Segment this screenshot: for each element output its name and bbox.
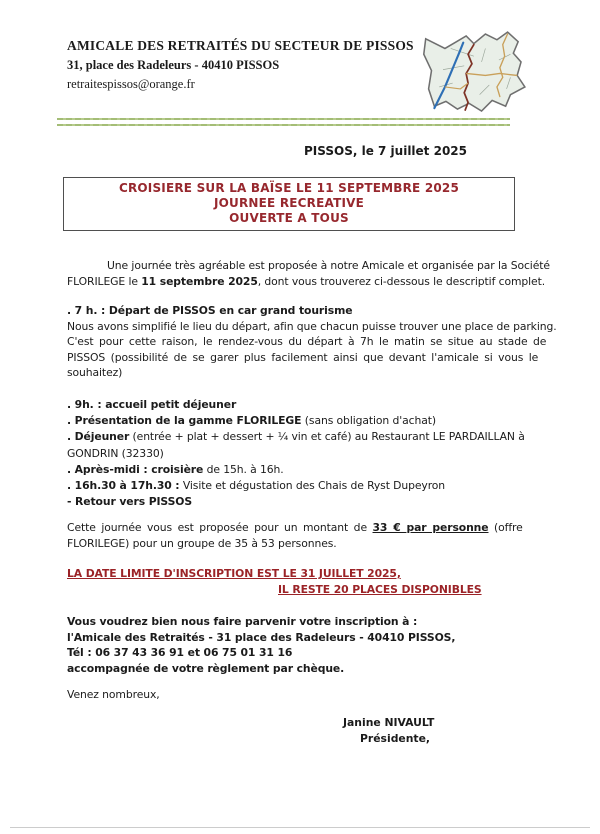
place-and-date: PISSOS, le 7 juillet 2025 bbox=[304, 144, 467, 158]
separator-line-bottom bbox=[57, 124, 510, 126]
schedule-item: . Après-midi : croisière de 15h. à 16h. bbox=[67, 462, 284, 476]
scan-artifact-line bbox=[10, 827, 590, 828]
intro-line1: Une journée très agréable est proposée à notre Amicale et organisée par la Société bbox=[107, 259, 550, 272]
inscription-instructions bbox=[67, 614, 543, 676]
price-paragraph bbox=[67, 520, 543, 551]
deadline-line2: IL RESTE 20 PLACES DISPONIBLES bbox=[278, 582, 482, 596]
separator-line-top bbox=[57, 118, 510, 120]
schedule-item: . Déjeuner (entrée + plat + dessert + ¼ vin et café) au Restaurant LE PARDAILLAN à bbox=[67, 430, 525, 444]
inscription-payment: accompagnée de votre règlement par chèque. bbox=[67, 661, 345, 675]
price-line2: FLORILEGE) pour un groupe de 35 à 53 personnes. bbox=[67, 536, 337, 550]
departure-heading: . 7 h. : Départ de PISSOS en car grand tourisme bbox=[67, 304, 353, 317]
day-schedule bbox=[67, 397, 543, 510]
schedule-item: . 16h.30 à 17h.30 : Visite et dégustation des Chais de Ryst Dupeyron bbox=[67, 479, 446, 493]
schedule-item: . 9h. : accueil petit déjeuner bbox=[67, 398, 237, 411]
signature-title: Présidente, bbox=[360, 732, 431, 745]
schedule-item: GONDRIN (32330) bbox=[67, 446, 164, 460]
schedule-item: - Retour vers PISSOS bbox=[67, 495, 193, 509]
signature-block bbox=[343, 715, 434, 747]
intro-paragraph bbox=[67, 258, 550, 289]
inscription-phones: Tél : 06 37 43 36 91 et 06 75 01 31 16 bbox=[67, 646, 293, 659]
closing-line: Venez nombreux, bbox=[67, 688, 160, 701]
organization-address: 31, place des Radeleurs - 40410 PISSOS bbox=[67, 58, 280, 72]
inscription-intro: Vous voudrez bien nous faire parvenir votre inscription à : bbox=[67, 615, 418, 628]
intro-line2: FLORILEGE le 11 septembre 2025, dont vous trouverez ci-dessous le descriptif complet. bbox=[67, 274, 546, 288]
inscription-address: l'Amicale des Retraités - 31 place des Radeleurs - 40410 PISSOS, bbox=[67, 630, 456, 644]
deadline-line1: LA DATE LIMITE D'INSCRIPTION EST LE 31 JUILLET 2025, bbox=[67, 567, 401, 580]
price-amount: 33 € par personne bbox=[372, 521, 489, 534]
departure-section bbox=[67, 303, 557, 381]
organization-email: retraitespissos@orange.fr bbox=[67, 77, 195, 91]
map-illustration bbox=[418, 27, 548, 119]
signature-name: Janine NIVAULT bbox=[343, 716, 435, 729]
organization-name: AMICALE DES RETRAITÉS DU SECTEUR DE PISSOS bbox=[67, 38, 414, 53]
departure-line3: PISSOS (possibilité de se garer plus facilement ainsi que devant l'amicale si vous le bbox=[67, 350, 539, 364]
deadline-notice bbox=[67, 566, 543, 597]
event-title-line3: OUVERTE A TOUS bbox=[229, 211, 349, 225]
price-line1: Cette journée vous est proposée pour un montant de 33 € par personne (offre bbox=[67, 521, 523, 534]
departure-line4: souhaitez) bbox=[67, 366, 123, 379]
departure-line2: C'est pour cette raison, le rendez-vous du départ à 7h le matin se situe au stade de bbox=[67, 335, 547, 348]
schedule-item: . Présentation de la gamme FLORILEGE (sans obligation d'achat) bbox=[67, 414, 436, 428]
letterhead bbox=[67, 38, 414, 92]
pissos-area-map-image bbox=[418, 27, 548, 119]
departure-line1: Nous avons simplifié le lieu du départ, afin que chacun puisse trouver une place de parking. bbox=[67, 319, 557, 333]
event-title-line2: JOURNEE RECREATIVE bbox=[213, 196, 365, 210]
event-title-box bbox=[63, 177, 515, 231]
event-title-line1: CROISIERE SUR LA BAÏSE LE 11 SEPTEMBRE 2025 bbox=[118, 181, 460, 195]
